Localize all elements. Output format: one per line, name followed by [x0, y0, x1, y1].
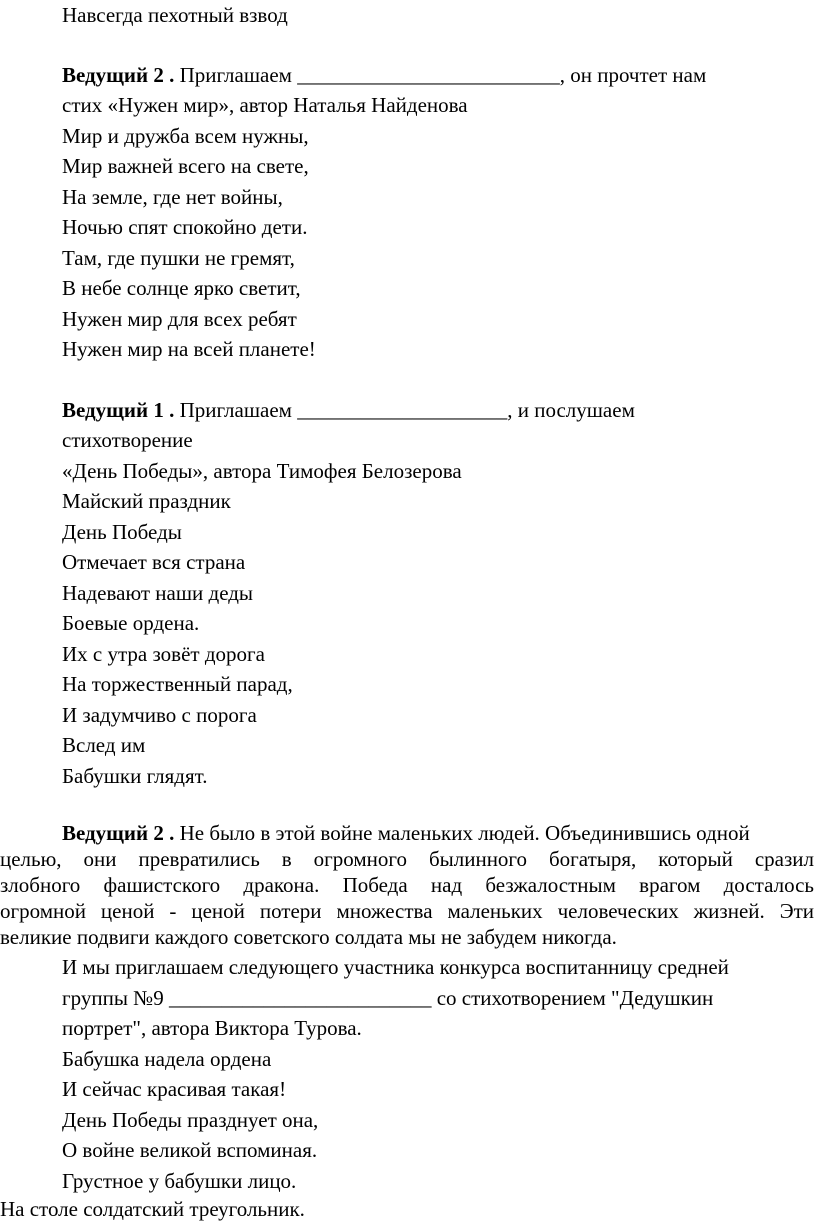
block2-line3: «День Победы», автора Тимофея Белозерова — [62, 459, 462, 483]
poem-line: Майский праздник — [62, 489, 231, 513]
poem-line: День Победы — [62, 520, 182, 544]
poem-line: Бабушки глядят. — [62, 764, 208, 788]
paragraph-line-1 — [0, 820, 814, 846]
speaker-label: Ведущий 1 . — [62, 398, 175, 422]
poem-line: День Победы празднует она, — [62, 1108, 319, 1132]
poem-line: В небе солнце ярко светит, — [62, 276, 301, 300]
invite-line: портрет", автора Виктора Турова. — [62, 1016, 362, 1040]
speaker-label: Ведущий 2 . — [62, 821, 175, 845]
poem-line: Ночью спят спокойно дети. — [62, 215, 308, 239]
paragraph-line-3: злобного фашистского дракона. Победа над безжалостным врагом досталось — [0, 873, 814, 897]
block2-heading — [62, 397, 635, 423]
block2-line2: стихотворение — [62, 428, 193, 452]
intro-line: Навсегда пехотный взвод — [62, 3, 288, 27]
block1-line2: стих «Нужен мир», автор Наталья Найденова — [62, 93, 468, 117]
poem-line: Вслед им — [62, 733, 146, 757]
poem-line: На торжественный парад, — [62, 672, 293, 696]
poem-line: И задумчиво с порога — [62, 703, 257, 727]
poem-line: Отмечает вся страна — [62, 550, 246, 574]
poem-line: Грустное у бабушки лицо. — [62, 1169, 297, 1193]
poem-line: Боевые ордена. — [62, 611, 200, 635]
poem-line: Мир и дружба всем нужны, — [62, 124, 309, 148]
poem-line: Бабушка надела ордена — [62, 1047, 272, 1071]
invite-text: Приглашаем _________________________, он прочтет нам — [174, 63, 707, 87]
paragraph-text: Не было в этой войне маленьких людей. Объединившись одной — [174, 821, 750, 845]
poem-line: И сейчас красивая такая! — [62, 1077, 287, 1101]
invite-line: группы №9 _________________________ со стихотворением "Дедушкин — [62, 986, 714, 1010]
paragraph-line-2: целью, они превратились в огромного былинного богатыря, который сразил — [0, 847, 814, 871]
poem-line: О войне великой вспоминая. — [62, 1138, 318, 1162]
poem-line: Нужен мир на всей планете! — [62, 337, 316, 361]
speaker-label: Ведущий 2 . — [62, 63, 175, 87]
block1-heading — [62, 62, 706, 88]
paragraph-line-4: огромной ценой - ценой потери множества маленьких человеческих жизней. Эти — [0, 899, 814, 923]
poem-line: Там, где пушки не гремят, — [62, 246, 295, 270]
paragraph-line-5: великие подвиги каждого советского солдата мы не забудем никогда. — [0, 925, 617, 949]
poem-line: Нужен мир для всех ребят — [62, 307, 297, 331]
last-line: На столе солдатский треугольник. — [0, 1197, 305, 1221]
poem-line: Мир важней всего на свете, — [62, 154, 309, 178]
poem-line: Надевают наши деды — [62, 581, 254, 605]
poem-line: На земле, где нет войны, — [62, 185, 283, 209]
invite-text: Приглашаем ____________________, и послушаем — [174, 398, 635, 422]
invite-line: И мы приглашаем следующего участника конкурса воспитанницу средней — [62, 955, 729, 979]
poem-line: Их с утра зовёт дорога — [62, 642, 265, 666]
